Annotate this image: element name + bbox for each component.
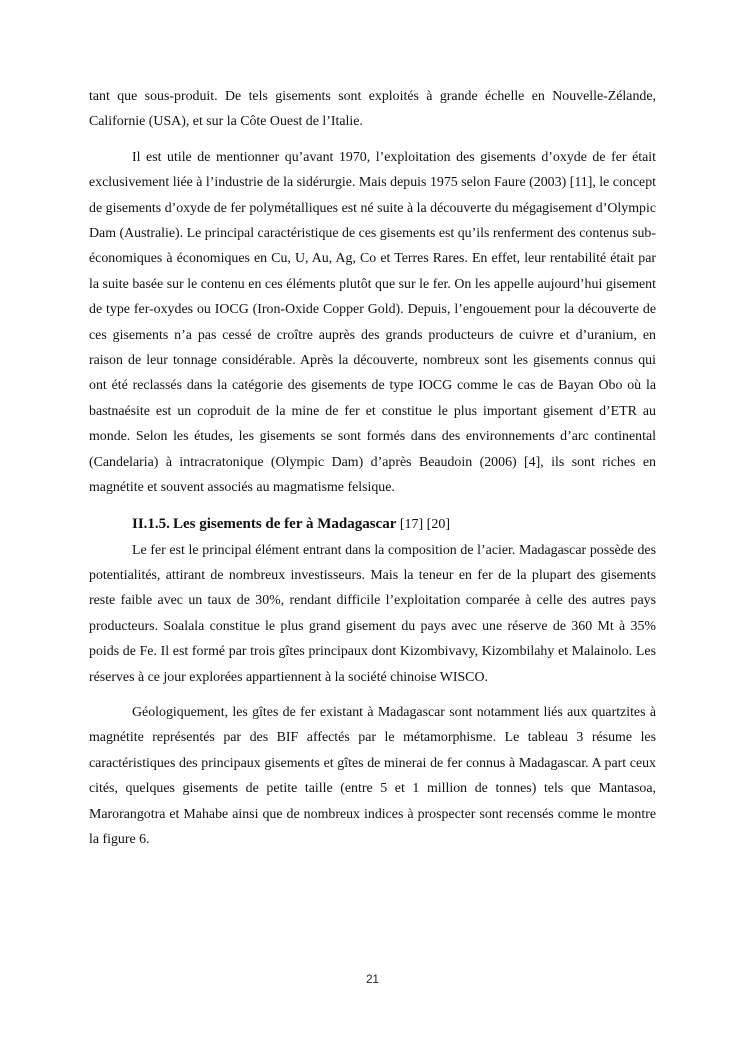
page-number: 21 — [366, 974, 379, 986]
paragraph-geology: Géologiquement, les gîtes de fer existant à Madagascar sont notamment liés aux quartzites à magnétite représentés par des BIF affectés par le métamorphisme. Le tableau 3 résume les caractéristiques des principaux gisements et gîtes de minerai de fer connus à Madagascar. A part ceux cités, quelques gisements de petite taille (entre 5 et 1 million de tonnes) tels que Mantasoa, Marorangotra et Mahabe ainsi que de nombreux indices à prospecter sont recensés comme le montre la figure 6. — [89, 704, 656, 847]
paragraph-continuation: tant que sous-produit. De tels gisements sont exploités à grande échelle en Nouvelle-Zélande, Californie (USA), et sur la Côte Ouest de l’Italie. — [89, 89, 656, 130]
section-number: II.1.5. — [132, 515, 170, 532]
section-references: [17] [20] — [399, 516, 451, 532]
paragraph-iocg-history: Il est utile de mentionner qu’avant 1970, l’exploitation des gisements d’oxyde de fer était exclusivement liée à l’industrie de la sidérurgie. Mais depuis 1975 selon Faure (2003) [11], le concept de gisements d’oxyde de fer polymétalliques est né suite à la découverte du mégagisement d’Olympic Dam (Australie). Le principal caractéristique de ces gisements est qu’ils renferment des contenus sub-économiques à économiques en Cu, U, Au, Ag, Co et Terres Rares. En effet, leur rentabilité était par la suite basée sur le contenu en ces éléments plutôt que sur le fer. On les appelle aujourd’hui gisement de type fer-oxydes ou IOCG (Iron-Oxide Copper Gold). Depuis, l’engouement pour la découverte de ces gisements n’a pas cessé de croître auprès des grands producteurs de cuivre et d’uranium, en raison de leur tonnage considérable. Après la découverte, nombreux sont les gisements connus qui ont été reclassés dans la catégorie des gisements de type IOCG comme le cas de Bayan Obo où la bastnaésite est un coproduit de la mine de fer et constitue le plus important gisement d’ETR au monde. Selon les études, les gisements se sont formés dans des environnements d’arc continental (Candelaria) à intracratonique (Olympic Dam) d’après Beaudoin (2006) [4], ils sont riches en magnétite et souvent associés au magmatisme felsique. — [89, 149, 656, 496]
document-page — [89, 84, 656, 852]
section-heading — [132, 512, 656, 537]
section-title: Les gisements de fer à Madagascar — [172, 515, 397, 532]
paragraph-madagascar-iron: Le fer est le principal élément entrant dans la composition de l’acier. Madagascar possède des potentialités, attirant de nombreux investisseurs. Mais la teneur en fer de la plupart des gisements reste faible avec un taux de 30%, rendant difficile l’exploitation comparée à celle des autres pays producteurs. Soalala constitue le plus grand gisement du pays avec une réserve de 360 Mt à 35% poids de Fe. Il est formé par trois gîtes principaux dont Kizombivavy, Kizombilahy et Malainolo. Les réserves à ce jour explorées appartiennent à la société chinoise WISCO. — [89, 542, 656, 685]
